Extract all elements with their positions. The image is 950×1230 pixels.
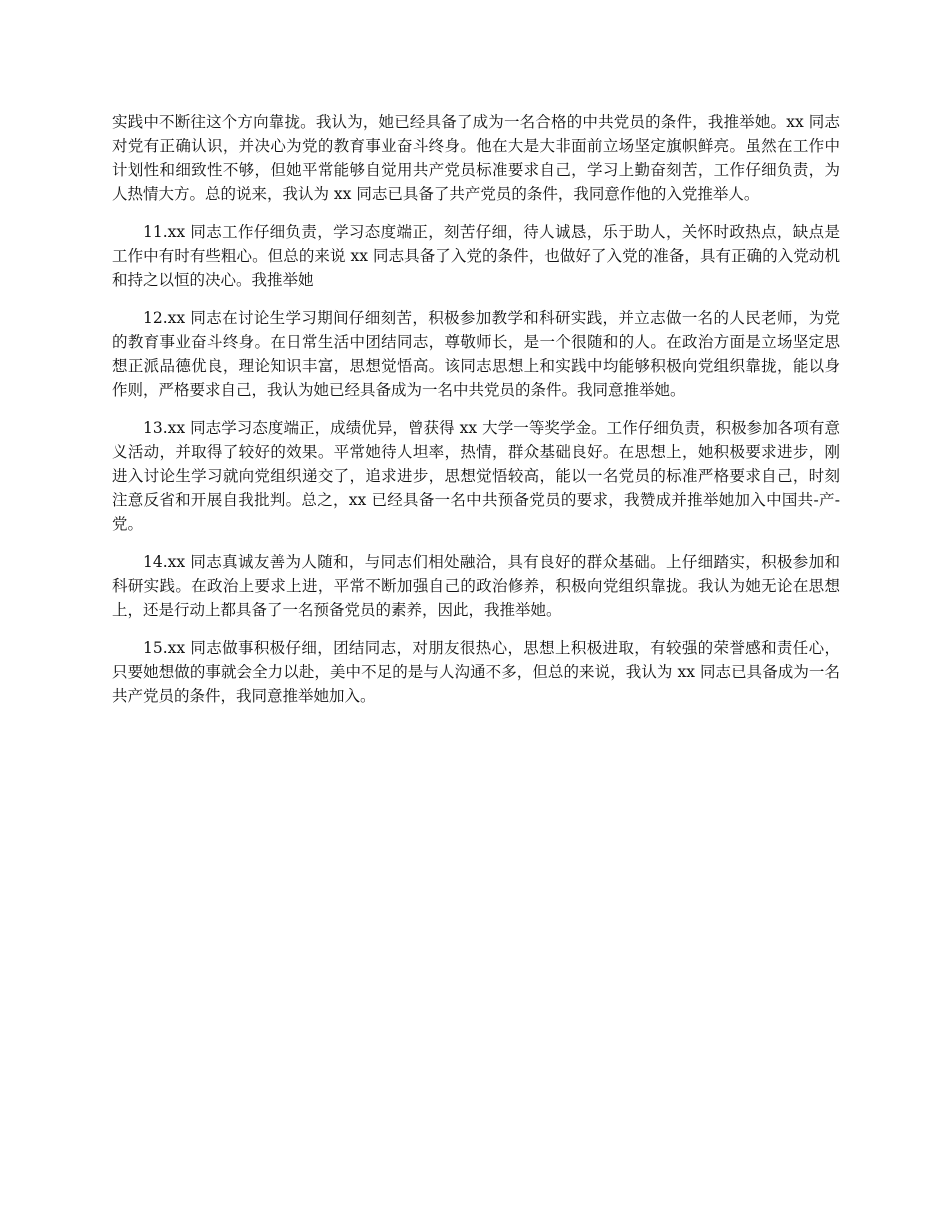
- paragraph-item-14: 14.xx 同志真诚友善为人随和，与同志们相处融洽，具有良好的群众基础。上仔细踏实，积极参加和科研实践。在政治上要求上进，平常不断加强自己的政治修养，积极向党组织靠拢。我认为她无论在思想上，还是行动上都具备了一名预备党员的素养，因此，我推举她。: [112, 553, 840, 619]
- paragraph-item-11: 11.xx 同志工作仔细负责，学习态度端正，刻苦仔细，待人诚恳，乐于助人，关怀时政热点，缺点是工作中有时有些粗心。但总的来说 xx 同志具备了入党的条件，也做好了入党的准备，具有正确的入党动机和持之以恒的决心。我推举她: [112, 223, 840, 289]
- paragraph-continuation: 实践中不断往这个方向靠拢。我认为，她已经具备了成为一名合格的中共党员的条件，我推举她。xx 同志对党有正确认识，并决心为党的教育事业奋斗终身。他在大是大非面前立场坚定旗帜鲜亮。虽然在工作中计划性和细致性不够，但她平常能够自觉用共产党员标准要求自己，学习上勤奋刻苦，工作仔细负责，为人热情大方。总的说来，我认为 xx 同志已具备了共产党员的条件，我同意作他的入党推举人。: [112, 113, 840, 203]
- document-body: [112, 110, 840, 722]
- paragraph-item-13: 13.xx 同志学习态度端正，成绩优异，曾获得 xx 大学一等奖学金。工作仔细负责，积极参加各项有意义活动，并取得了较好的效果。平常她待人坦率，热情，群众基础良好。在思想上，她积极要求进步，刚进入讨论生学习就向党组织递交了，追求进步，思想觉悟较高，能以一名党员的标准严格要求自己，时刻注意反省和开展自我批判。总之，xx 已经具备一名中共预备党员的要求，我赞成并推举她加入中国共-产-党。: [112, 419, 840, 533]
- paragraph-item-15: 15.xx 同志做事积极仔细，团结同志，对朋友很热心，思想上积极进取，有较强的荣誉感和责任心，只要她想做的事就会全力以赴，美中不足的是与人沟通不多，但总的来说，我认为 xx 同志已具备成为一名共产党员的条件，我同意推举她加入。: [112, 639, 840, 705]
- paragraph-item-12: 12.xx 同志在讨论生学习期间仔细刻苦，积极参加教学和科研实践，并立志做一名的人民老师，为党的教育事业奋斗终身。在日常生活中团结同志，尊敬师长，是一个很随和的人。在政治方面是立场坚定思想正派品德优良，理论知识丰富，思想觉悟高。该同志思想上和实践中均能够积极向党组织靠拢，能以身作则，严格要求自己，我认为她已经具备成为一名中共党员的条件。我同意推举她。: [112, 309, 840, 399]
